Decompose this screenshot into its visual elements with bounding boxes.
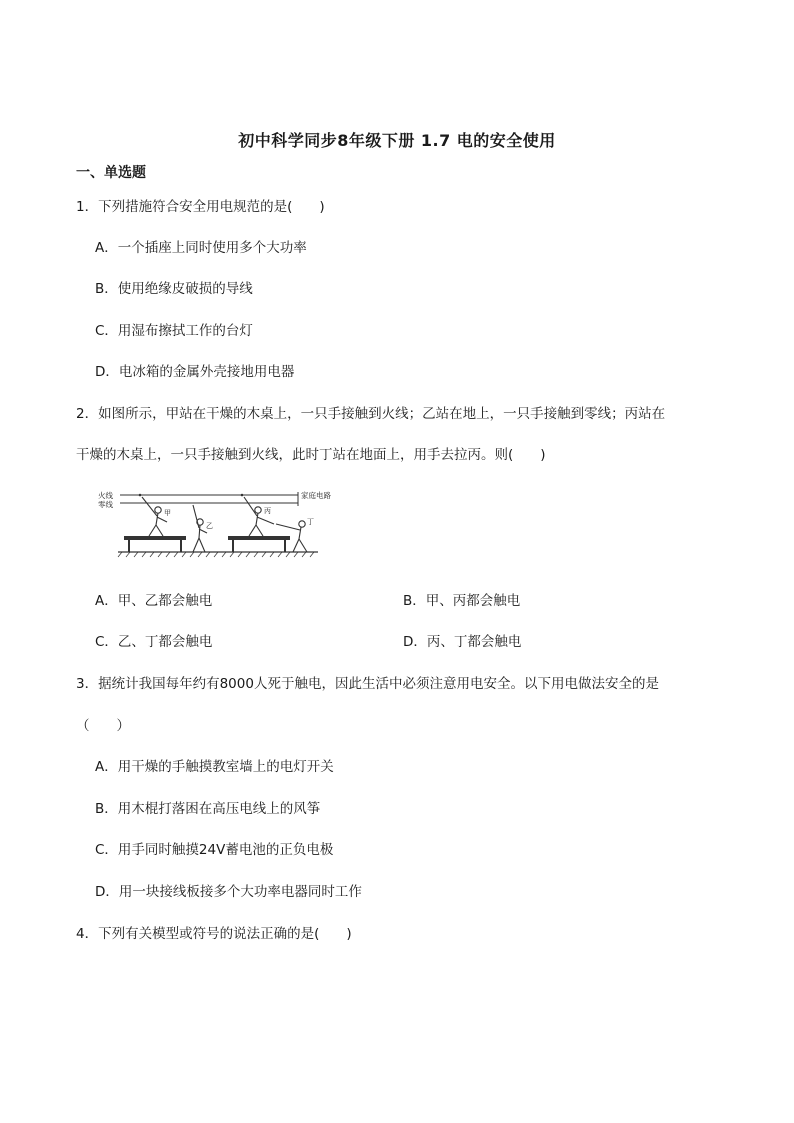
question-2-option-b: B．甲、丙都会触电 [403, 593, 521, 609]
question-3-option-b: B．用木棍打落困在高压电线上的风筝 [95, 801, 321, 817]
question-2-option-c: C．乙、丁都会触电 [95, 634, 213, 650]
question-3-stem-line-2: （ ） [76, 718, 130, 734]
person-d-label: 丁 [307, 518, 314, 526]
question-2-stem-line-1: 2．如图所示，甲站在干燥的木桌上，一只手接触到火线；乙站在地上，一只手接触到零线；丙站在 [76, 406, 666, 422]
person-c-label: 丙 [264, 507, 271, 515]
circuit-figure [96, 486, 331, 560]
question-2-option-d: D．丙、丁都会触电 [403, 634, 522, 650]
question-2-option-a: A．甲、乙都会触电 [95, 593, 213, 609]
neutral-wire-label: 零线 [98, 500, 113, 509]
question-3-option-d: D．用一块接线板接多个大功率电器同时工作 [95, 884, 362, 900]
person-b-label: 乙 [206, 522, 213, 530]
question-1-option-d: D．电冰箱的金属外壳接地用电器 [95, 364, 295, 380]
question-3-option-a: A．用干燥的手触摸教室墙上的电灯开关 [95, 759, 334, 775]
person-a-label: 甲 [164, 509, 171, 517]
question-1-option-b: B．使用绝缘皮破损的导线 [95, 281, 253, 297]
question-2-stem-line-2: 干燥的木桌上，一只手接触到火线，此时丁站在地面上，用手去拉丙。则( ) [76, 447, 546, 463]
page-title: 初中科学同步8年级下册 1.7 电的安全使用 [238, 131, 556, 150]
household-circuit-label: 家庭电路 [301, 491, 331, 500]
question-1-option-a: A．一个插座上同时使用多个大功率 [95, 240, 307, 256]
question-3-stem-line-1: 3．据统计我国每年约有8000人死于触电，因此生活中必须注意用电安全。以下用电做法安全的是 [76, 676, 659, 692]
live-wire-label: 火线 [98, 491, 113, 500]
question-3-option-c: C．用手同时触摸24V蓄电池的正负电极 [95, 842, 334, 858]
section-heading: 一、单选题 [76, 165, 146, 181]
question-1-stem: 1．下列措施符合安全用电规范的是( ) [76, 199, 325, 215]
question-4-stem: 4．下列有关模型或符号的说法正确的是( ) [76, 926, 352, 942]
question-1-option-c: C．用湿布擦拭工作的台灯 [95, 323, 253, 339]
